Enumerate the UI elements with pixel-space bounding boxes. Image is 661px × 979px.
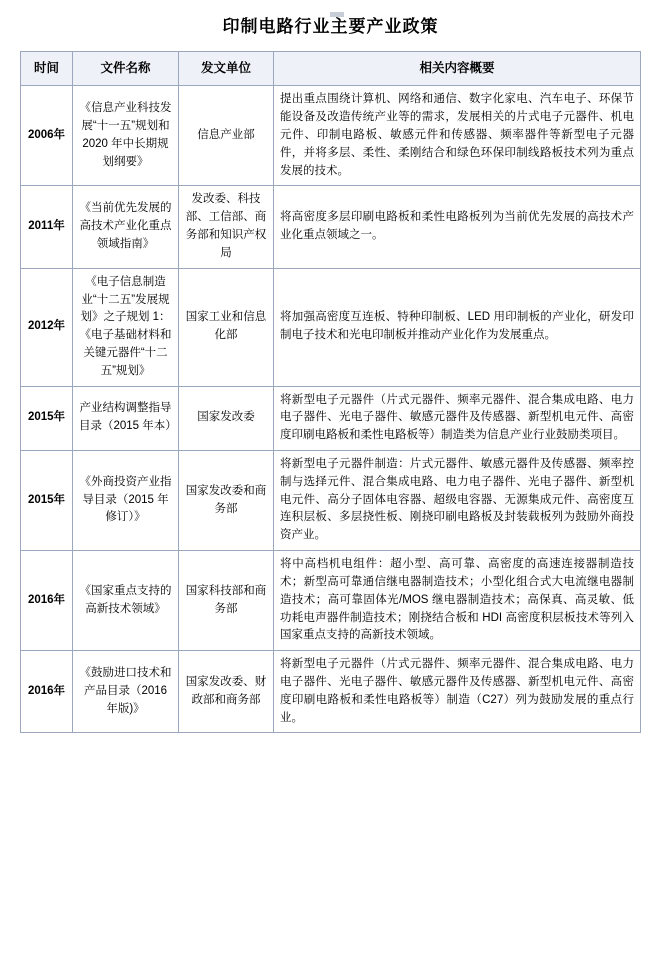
cell-time: 2012年 [21, 268, 73, 386]
cell-document: 《鼓励进口技术和产品目录（2016 年版)》 [73, 651, 179, 733]
table-row [21, 551, 641, 651]
cell-time: 2006年 [21, 86, 73, 186]
column-header-summary: 相关内容概要 [274, 52, 641, 86]
policy-table [20, 51, 641, 733]
cell-document: 《当前优先发展的高技术产业化重点领域指南》 [73, 186, 179, 268]
cell-summary: 将新型电子元器件（片式元器件、频率元器件、混合集成电路、电力电子器件、光电子器件、敏感元器件及传感器、新型机电元件、高密度印刷电路板和柔性电路板等）制造（C27）列为鼓励发展的重点行业。 [274, 651, 641, 733]
cell-organization: 发改委、科技部、工信部、商务部和知识产权局 [179, 186, 274, 268]
cell-document: 《外商投资产业指导目录（2015 年修订）》 [73, 451, 179, 551]
table-header-row [21, 52, 641, 86]
cell-organization: 国家发改委和商务部 [179, 451, 274, 551]
cell-summary: 将新型电子元器件（片式元器件、频率元器件、混合集成电路、电力电子器件、光电子器件、敏感元器件及传感器、新型机电元件、高密度印刷电路板和柔性电路板等）制造类为信息产业行业鼓励类项目。 [274, 386, 641, 450]
column-header-organization: 发文单位 [179, 52, 274, 86]
cell-organization: 国家发改委、财政部和商务部 [179, 651, 274, 733]
cell-document: 产业结构调整指导目录（2015 年本） [73, 386, 179, 450]
cell-summary: 将高密度多层印刷电路板和柔性电路板列为当前优先发展的高技术产业化重点领域之一。 [274, 186, 641, 268]
table-row [21, 386, 641, 450]
page-title: 印制电路行业主要产业政策 [222, 17, 439, 36]
cell-document: 《信息产业科技发展“十一五”规划和 2020 年中长期规划纲要》 [73, 86, 179, 186]
cell-time: 2015年 [21, 386, 73, 450]
cell-summary: 将加强高密度互连板、特种印制板、LED 用印制板的产业化，研发印制电子技术和光电印制板并推动产业化作为发展重点。 [274, 268, 641, 386]
document-page [0, 12, 661, 979]
cell-time: 2016年 [21, 551, 73, 651]
page-top-marker [330, 12, 344, 17]
cell-organization: 国家发改委 [179, 386, 274, 450]
table-row [21, 268, 641, 386]
cell-summary: 提出重点围绕计算机、网络和通信、数字化家电、汽车电子、环保节能设备及改造传统产业等的需求，发展相关的片式电子元器件、机电元件、印制电路板、敏感元件和传感器、频率器件等新型电子元器件，并将多层、柔性、柔刚结合和绿色环保印制线路板技术列为重点发展的技术。 [274, 86, 641, 186]
cell-time: 2016年 [21, 651, 73, 733]
cell-summary: 将新型电子元器件制造：片式元器件、敏感元器件及传感器、频率控制与选择元件、混合集成电路、电力电子器件、光电子器件、新型机电元件、高分子固体电容器、超级电容器、无源集成元件、高密度互连积层板、多层挠性板、刚挠印刷电路板及封装载板列为鼓励外商投资产业。 [274, 451, 641, 551]
cell-time: 2011年 [21, 186, 73, 268]
cell-summary: 将中高档机电组件：超小型、高可靠、高密度的高速连接器制造技术；新型高可靠通信继电器制造技术；小型化组合式大电流继电器制造技术；高可靠固体光/MOS 继电器制造技术；高保真、高灵敏、低功耗电声器件制造技术；刚挠结合板和 HDI 高密度积层板技术等列入国家重点支持的高新技术领域。 [274, 551, 641, 651]
cell-document: 《电子信息制造业“十二五”发展规划》之子规划 1：《电子基础材料和关键元器件“十二五”规划》 [73, 268, 179, 386]
table-row [21, 451, 641, 551]
cell-organization: 国家科技部和商务部 [179, 551, 274, 651]
cell-organization: 国家工业和信息化部 [179, 268, 274, 386]
cell-time: 2015年 [21, 451, 73, 551]
table-row [21, 186, 641, 268]
cell-organization: 信息产业部 [179, 86, 274, 186]
table-row [21, 86, 641, 186]
table-row [21, 651, 641, 733]
cell-document: 《国家重点支持的高新技术领域》 [73, 551, 179, 651]
column-header-document: 文件名称 [73, 52, 179, 86]
column-header-time: 时间 [21, 52, 73, 86]
